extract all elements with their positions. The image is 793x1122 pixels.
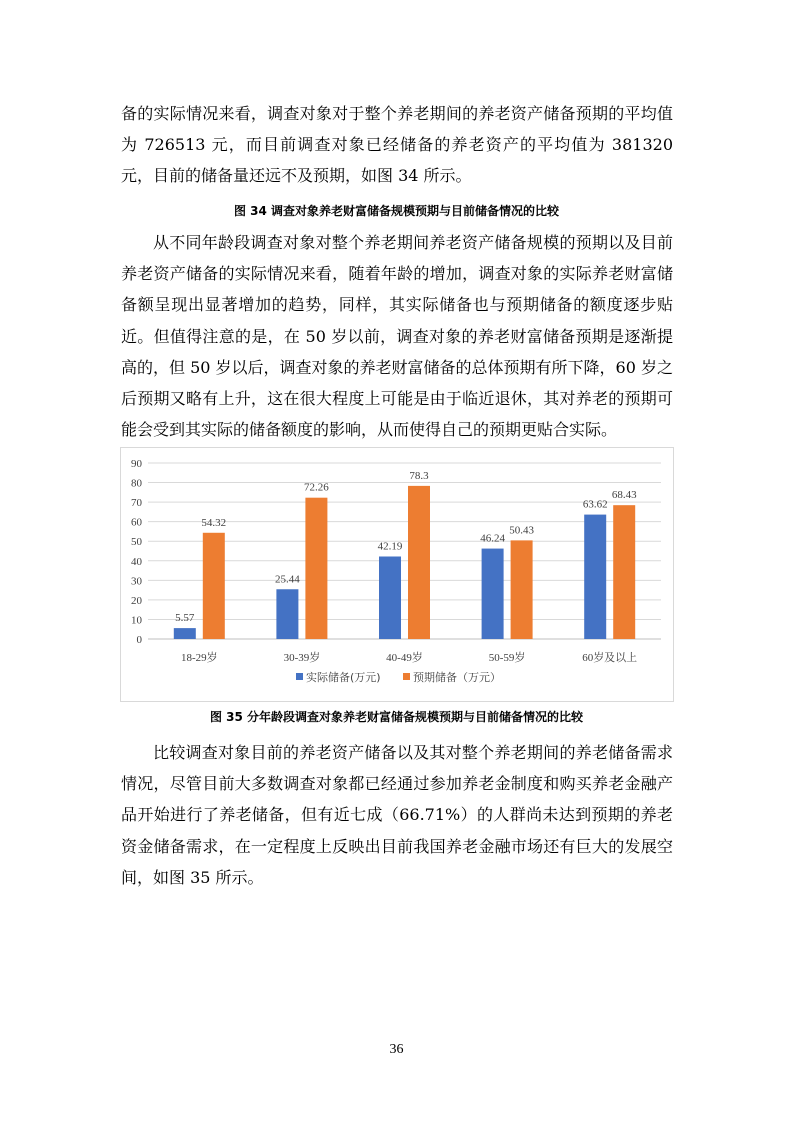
data-label: 54.32 [201, 516, 227, 529]
bar-actual [174, 628, 196, 639]
page-number: 36 [389, 1042, 404, 1057]
chart-svg [121, 448, 673, 701]
y-tick-label: 40 [131, 555, 142, 568]
figure-34-caption: 图 34 调查对象养老财富储备规模预期与目前储备情况的比较 [233, 204, 560, 218]
bar-expected [305, 498, 327, 639]
y-tick-label: 10 [131, 614, 142, 627]
bar-expected [203, 533, 225, 639]
data-label: 50.43 [509, 524, 534, 537]
x-tick-label: 18-29岁 [180, 652, 218, 664]
x-tick-label: 60岁及以上 [582, 652, 638, 664]
legend-label: 实际储备(万元) [306, 671, 381, 684]
bar-expected [511, 540, 533, 639]
data-label: 25.44 [275, 573, 300, 586]
x-tick-label: 30-39岁 [283, 652, 321, 664]
legend-swatch [296, 673, 303, 680]
y-tick-label: 80 [131, 477, 142, 490]
y-tick-label: 0 [136, 634, 142, 646]
data-label: 78.3 [409, 469, 429, 482]
bar-actual [482, 549, 504, 639]
bar-actual [379, 556, 401, 639]
legend-swatch [403, 673, 410, 680]
bar-actual [276, 589, 298, 639]
y-tick-label: 60 [131, 516, 142, 529]
figure-35-caption: 图 35 分年龄段调查对象养老财富储备规模预期与目前储备情况的比较 [209, 710, 584, 724]
y-tick-label: 90 [131, 458, 142, 470]
data-label: 72.26 [304, 481, 329, 494]
figure-35-chart [120, 447, 674, 702]
paragraph-3: 比较调查对象目前的养老资产储备以及其对整个养老期间的养老储备需求情况，尽管目前大多数调查对象都已经通过参加养老金制度和购买养老金融产品开始进行了养老储备，但有近七成（66.71%）的人群尚未达到预期的养老资金储备需求，在一定程度上反映出目前我国养老金融市场还有巨大的发展空间，如图 35 所示。 [121, 743, 673, 887]
bar-expected [613, 505, 635, 639]
data-label: 68.43 [611, 489, 637, 502]
bar-expected [408, 486, 430, 639]
y-tick-label: 20 [131, 594, 142, 607]
y-tick-label: 50 [131, 536, 142, 549]
legend-label: 预期储备（万元） [413, 671, 501, 684]
x-tick-label: 50-59岁 [488, 652, 526, 664]
bar-actual [584, 515, 606, 639]
paragraph-2: 从不同年龄段调查对象对整个养老期间养老资产储备规模的预期以及目前养老资产储备的实际情况来看，随着年龄的增加，调查对象的实际养老财富储备额呈现出显著增加的趋势，同样，其实际储备也与预期储备的额度逐步贴近。但值得注意的是，在 50 岁以前，调查对象的养老财富储备预期是逐渐提高的，但 50 岁以后，调查对象的养老财富储备的总体预期有所下降，60 岁之后预期又略有上升，这在很大程度上可能是由于临近退休，其对养老的预期可能会受到其实际的储备额度的影响，从而使得自己的预期更贴合实际。 [121, 233, 673, 440]
data-label: 5.57 [175, 612, 195, 625]
data-label: 46.24 [480, 532, 505, 545]
x-tick-label: 40-49岁 [386, 652, 423, 664]
data-label: 42.19 [377, 540, 403, 553]
y-tick-label: 30 [131, 575, 142, 588]
y-tick-label: 70 [131, 497, 142, 510]
data-label: 63.62 [582, 498, 608, 511]
paragraph-1: 备的实际情况来看，调查对象对于整个养老期间的养老资产储备预期的平均值为 726513 元，而目前调查对象已经储备的养老资产的平均值为 381320 元，目前的储备量还远不及预期，如图 34 所示。 [121, 104, 673, 186]
